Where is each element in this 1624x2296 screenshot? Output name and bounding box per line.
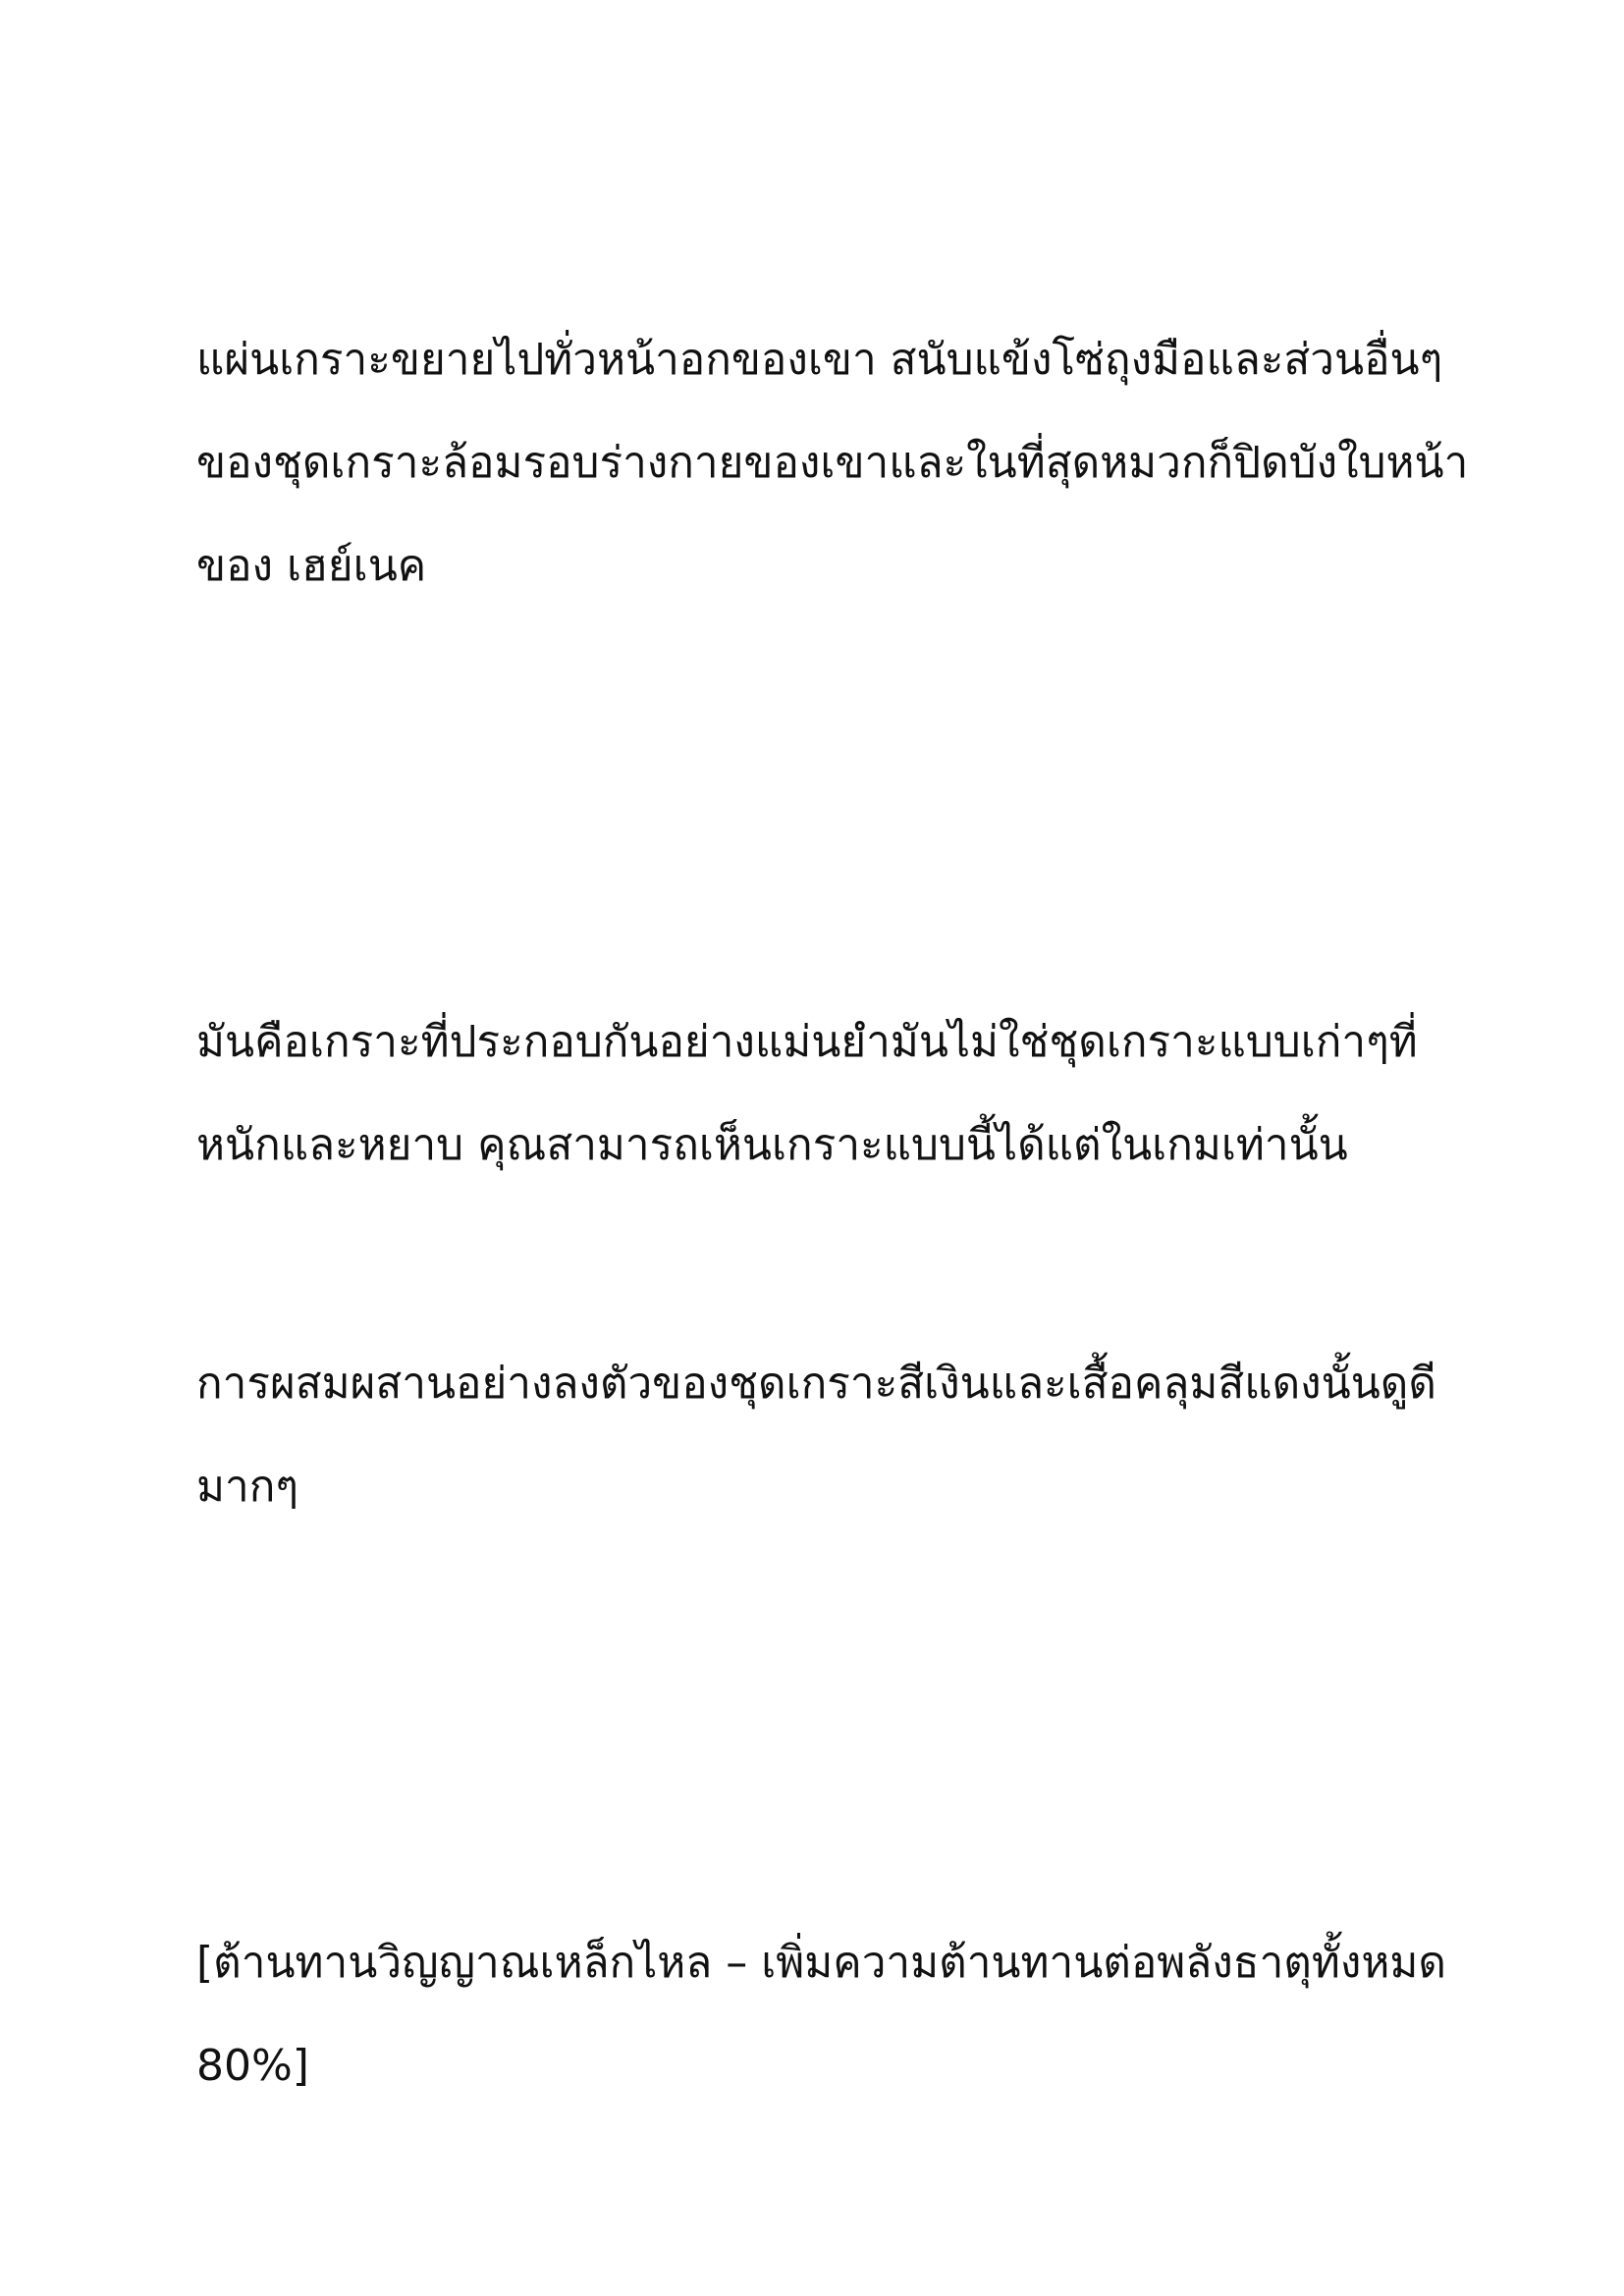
paragraph-line: 80%] [196, 2041, 309, 2091]
paragraph-line: ของ เฮย์เนค [196, 541, 427, 591]
paragraph-line: มากๆ [196, 1462, 298, 1512]
paragraph-line: [ต้านทานวิญญาณเหล็กไหล – เพิ่มความต้านทานต่อพลังธาตุทั้งหมด [196, 1938, 1446, 1988]
paragraph-line: หนักและหยาบ คุณสามารถเห็นเกราะแบบนี้ได้แต่ในเกมเท่านั้น [196, 1120, 1348, 1170]
paragraph-line: แผ่นเกราะขยายไปทั่วหน้าอกของเขา สนับแข้งโซ่ถุงมือและส่วนอื่นๆ [196, 335, 1443, 385]
paragraph-line: มันคือเกราะที่ประกอบกันอย่างแม่นยำมันไม่ใช่ชุดเกราะแบบเก่าๆที่ [196, 1017, 1418, 1067]
paragraph-line: ของชุดเกราะล้อมรอบร่างกายของเขาและในที่สุดหมวกก็ปิดบังใบหน้า [196, 438, 1469, 488]
paragraph-line: การผสมผสานอย่างลงตัวของชุดเกราะสีเงินและเสื้อคลุมสีแดงนั้นดูดี [196, 1359, 1436, 1409]
